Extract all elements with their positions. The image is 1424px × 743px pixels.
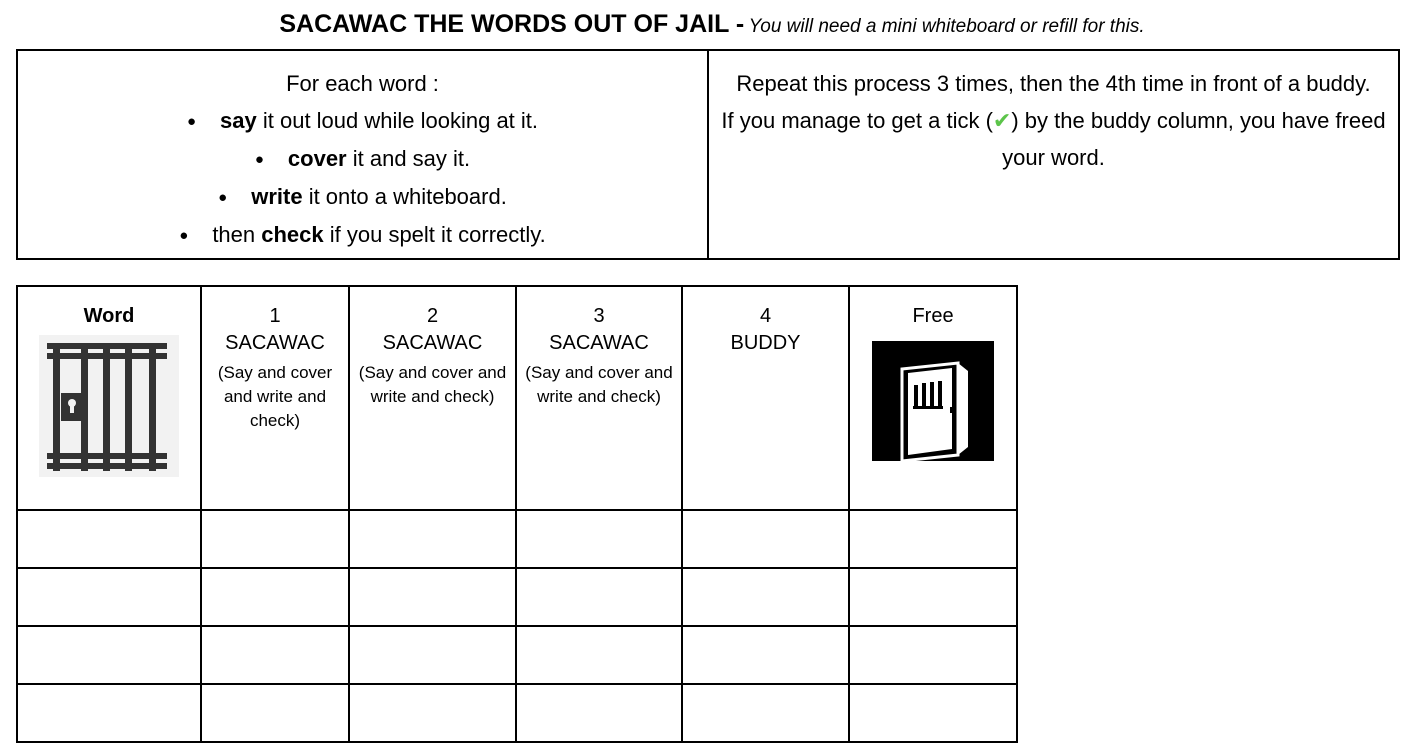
free-cell[interactable] — [849, 510, 1017, 568]
attempt-2-cell[interactable] — [349, 684, 516, 742]
attempt-1-cell[interactable] — [201, 626, 349, 684]
open-cell-door-icon — [872, 341, 994, 467]
table-header-row — [17, 286, 1017, 510]
instructions-steps — [17, 50, 708, 259]
tick-icon: ✔ — [992, 108, 1012, 133]
attempt-3-cell[interactable] — [516, 510, 682, 568]
steps-heading: For each word : — [286, 71, 439, 96]
attempt-3-cell[interactable] — [516, 684, 682, 742]
attempt-2-cell[interactable] — [349, 626, 516, 684]
title-main: SACAWAC THE WORDS OUT OF JAIL - — [279, 10, 745, 38]
col-word: Word — [17, 286, 201, 510]
buddy-cell[interactable] — [682, 510, 849, 568]
buddy-tick-text: If you manage to get a tick (✔) by the buddy column, you have freed your word. — [721, 108, 1386, 170]
step-write: ● write it onto a whiteboard. — [218, 184, 507, 209]
step-say: ● say it out loud while looking at it. — [186, 108, 539, 133]
word-jail-table — [16, 285, 1018, 743]
word-cell[interactable] — [17, 568, 201, 626]
col-sacawac-2: 2 SACAWAC (Say and cover and write and check) — [349, 286, 516, 510]
repeat-text: Repeat this process 3 times, then the 4th time in front of a buddy. — [736, 71, 1371, 96]
table-row — [17, 684, 1017, 742]
attempt-1-cell[interactable] — [201, 684, 349, 742]
col-free: Free — [849, 286, 1017, 510]
attempt-2-cell[interactable] — [349, 510, 516, 568]
page-title — [0, 10, 1424, 39]
buddy-cell[interactable] — [682, 684, 849, 742]
attempt-3-cell[interactable] — [516, 626, 682, 684]
table-row — [17, 568, 1017, 626]
table-row — [17, 626, 1017, 684]
table-row — [17, 510, 1017, 568]
attempt-1-cell[interactable] — [201, 510, 349, 568]
word-cell[interactable] — [17, 510, 201, 568]
free-cell[interactable] — [849, 684, 1017, 742]
col-sacawac-3: 3 SACAWAC (Say and cover and write and check) — [516, 286, 682, 510]
word-cell[interactable] — [17, 684, 201, 742]
buddy-cell[interactable] — [682, 626, 849, 684]
instructions-box — [16, 49, 1400, 260]
attempt-2-cell[interactable] — [349, 568, 516, 626]
free-cell[interactable] — [849, 568, 1017, 626]
attempt-3-cell[interactable] — [516, 568, 682, 626]
buddy-cell[interactable] — [682, 568, 849, 626]
title-note: You will need a mini whiteboard or refill for this. — [748, 16, 1145, 37]
col-sacawac-1: 1 SACAWAC (Say and cover and write and check) — [201, 286, 349, 510]
attempt-1-cell[interactable] — [201, 568, 349, 626]
free-cell[interactable] — [849, 626, 1017, 684]
jail-bars-icon — [39, 335, 179, 477]
step-check: ● then check if you spelt it correctly. — [179, 222, 546, 247]
steps-list — [30, 102, 695, 254]
instructions-repeat — [708, 50, 1399, 259]
step-cover: ● cover it and say it. — [254, 146, 471, 171]
col-buddy: 4 BUDDY — [682, 286, 849, 510]
word-cell[interactable] — [17, 626, 201, 684]
